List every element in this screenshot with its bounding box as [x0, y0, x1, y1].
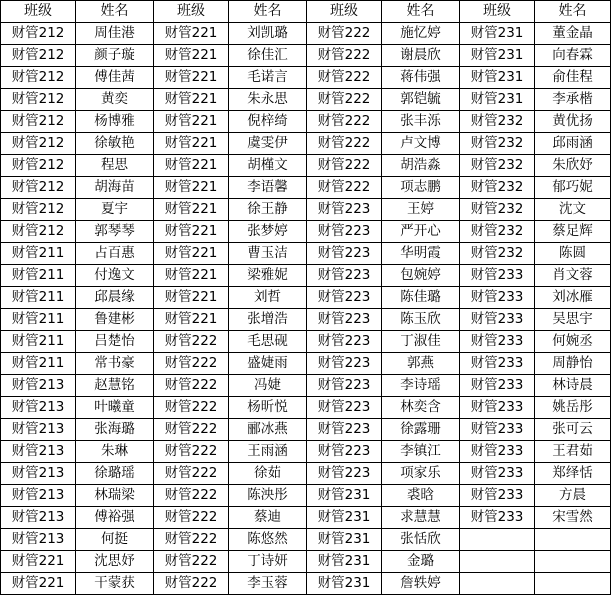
name-cell: 何挺 — [76, 529, 154, 551]
name-cell: 周佳港 — [76, 23, 154, 45]
name-cell: 宋雪然 — [535, 507, 611, 529]
name-cell: 蒋伟强 — [382, 67, 460, 89]
name-cell: 谢晨欣 — [382, 45, 460, 67]
class-cell: 财管213 — [1, 375, 76, 397]
name-cell: 李诗瑶 — [382, 375, 460, 397]
class-cell: 财管231 — [460, 45, 535, 67]
name-cell: 华明霞 — [382, 243, 460, 265]
class-cell: 财管223 — [307, 309, 382, 331]
name-cell: 刘冰雁 — [535, 287, 611, 309]
class-cell: 财管221 — [154, 23, 229, 45]
name-cell: 朱欣妤 — [535, 155, 611, 177]
name-cell: 张恬欣 — [382, 529, 460, 551]
table-row — [1, 287, 611, 309]
class-cell: 财管222 — [154, 507, 229, 529]
class-cell: 财管233 — [460, 353, 535, 375]
class-cell: 财管233 — [460, 419, 535, 441]
name-cell: 詹轶婷 — [382, 573, 460, 595]
class-cell: 财管213 — [1, 419, 76, 441]
class-cell: 财管213 — [1, 463, 76, 485]
table-row — [1, 199, 611, 221]
class-cell: 财管233 — [460, 463, 535, 485]
name-cell: 陈佳璐 — [382, 287, 460, 309]
class-cell: 财管213 — [1, 529, 76, 551]
class-cell: 财管231 — [307, 529, 382, 551]
class-cell: 财管211 — [1, 287, 76, 309]
name-cell: 卢文博 — [382, 133, 460, 155]
class-cell: 财管222 — [307, 177, 382, 199]
table-row — [1, 265, 611, 287]
class-cell: 财管222 — [154, 551, 229, 573]
class-cell: 财管212 — [1, 111, 76, 133]
class-cell: 财管222 — [154, 463, 229, 485]
header-class-3: 班级 — [307, 1, 382, 23]
name-cell: 林诗晨 — [535, 375, 611, 397]
class-cell: 财管221 — [1, 573, 76, 595]
name-cell: 梁雅妮 — [229, 265, 307, 287]
class-cell: 财管233 — [460, 309, 535, 331]
name-cell: 朱琳 — [76, 441, 154, 463]
name-cell: 施忆婷 — [382, 23, 460, 45]
name-cell: 李承楷 — [535, 89, 611, 111]
name-cell: 郑绎恬 — [535, 463, 611, 485]
table-row — [1, 441, 611, 463]
class-cell: 财管222 — [154, 573, 229, 595]
name-cell: 吕楚怡 — [76, 331, 154, 353]
class-cell: 财管222 — [154, 375, 229, 397]
name-cell: 盛婕雨 — [229, 353, 307, 375]
name-cell: 郭燕 — [382, 353, 460, 375]
name-cell: 傅裕强 — [76, 507, 154, 529]
table-row — [1, 155, 611, 177]
name-cell: 包婉婷 — [382, 265, 460, 287]
table-row — [1, 353, 611, 375]
name-cell: 徐敏艳 — [76, 133, 154, 155]
class-cell: 财管232 — [460, 111, 535, 133]
name-cell: 杨博雅 — [76, 111, 154, 133]
name-cell: 陈悠然 — [229, 529, 307, 551]
header-name-3: 姓名 — [382, 1, 460, 23]
class-cell: 财管231 — [307, 507, 382, 529]
name-cell: 赵慧铭 — [76, 375, 154, 397]
class-cell: 财管232 — [460, 155, 535, 177]
class-cell: 财管222 — [307, 67, 382, 89]
name-cell: 李玉蓉 — [229, 573, 307, 595]
name-cell: 沈思妤 — [76, 551, 154, 573]
class-cell: 财管231 — [460, 89, 535, 111]
name-cell: 胡槿文 — [229, 155, 307, 177]
name-cell: 颜子璇 — [76, 45, 154, 67]
class-cell: 财管221 — [154, 89, 229, 111]
header-class-2: 班级 — [154, 1, 229, 23]
class-cell: 财管211 — [1, 331, 76, 353]
class-cell: 财管212 — [1, 133, 76, 155]
name-cell: 项家乐 — [382, 463, 460, 485]
class-cell: 财管222 — [154, 441, 229, 463]
class-cell: 财管213 — [1, 507, 76, 529]
name-cell: 曹玉洁 — [229, 243, 307, 265]
class-cell: 财管223 — [307, 441, 382, 463]
name-cell: 杨昕悦 — [229, 397, 307, 419]
class-cell: 财管223 — [307, 463, 382, 485]
class-cell: 财管212 — [1, 155, 76, 177]
class-cell: 财管222 — [154, 353, 229, 375]
table-row — [1, 177, 611, 199]
name-cell: 叶曦童 — [76, 397, 154, 419]
name-cell: 徐佳汇 — [229, 45, 307, 67]
class-cell: 财管232 — [460, 199, 535, 221]
class-cell: 财管222 — [307, 111, 382, 133]
name-cell: 张可云 — [535, 419, 611, 441]
class-cell: 财管221 — [154, 133, 229, 155]
class-cell: 财管222 — [154, 397, 229, 419]
class-cell: 财管222 — [154, 485, 229, 507]
class-cell: 财管223 — [307, 353, 382, 375]
class-cell: 财管223 — [307, 375, 382, 397]
name-cell: 鲁建彬 — [76, 309, 154, 331]
class-cell: 财管212 — [1, 23, 76, 45]
class-cell: 财管222 — [307, 23, 382, 45]
class-cell: 财管223 — [307, 419, 382, 441]
class-cell: 财管233 — [460, 265, 535, 287]
class-cell: 财管231 — [460, 67, 535, 89]
name-cell: 胡浩淼 — [382, 155, 460, 177]
table-row — [1, 133, 611, 155]
table-row — [1, 397, 611, 419]
class-cell: 财管223 — [307, 265, 382, 287]
class-cell: 财管212 — [1, 199, 76, 221]
header-name-2: 姓名 — [229, 1, 307, 23]
name-cell: 蔡足辉 — [535, 221, 611, 243]
name-cell — [535, 573, 611, 595]
class-cell: 财管221 — [154, 111, 229, 133]
class-cell: 财管221 — [154, 265, 229, 287]
name-cell: 陈圆 — [535, 243, 611, 265]
name-cell: 傅佳茜 — [76, 67, 154, 89]
class-cell: 财管233 — [460, 375, 535, 397]
name-cell: 求慧慧 — [382, 507, 460, 529]
table-row — [1, 485, 611, 507]
class-cell: 财管221 — [154, 221, 229, 243]
name-cell: 郭琴琴 — [76, 221, 154, 243]
name-cell — [535, 551, 611, 573]
table-row — [1, 23, 611, 45]
name-cell: 王君茹 — [535, 441, 611, 463]
name-cell: 吴思宇 — [535, 309, 611, 331]
name-cell: 徐王静 — [229, 199, 307, 221]
class-cell: 财管232 — [460, 243, 535, 265]
class-cell: 财管231 — [307, 573, 382, 595]
class-cell: 财管233 — [460, 441, 535, 463]
name-cell: 徐璐瑶 — [76, 463, 154, 485]
name-cell: 黄奕 — [76, 89, 154, 111]
name-cell: 张海璐 — [76, 419, 154, 441]
table-row — [1, 573, 611, 595]
class-cell: 财管223 — [307, 287, 382, 309]
class-cell: 财管231 — [307, 551, 382, 573]
class-cell — [460, 529, 535, 551]
class-cell: 财管212 — [1, 221, 76, 243]
class-cell: 财管211 — [1, 243, 76, 265]
name-cell: 朱永思 — [229, 89, 307, 111]
class-cell: 财管231 — [307, 485, 382, 507]
name-cell: 肖文蓉 — [535, 265, 611, 287]
name-cell: 金璐 — [382, 551, 460, 573]
class-cell: 财管222 — [154, 331, 229, 353]
name-cell: 李语馨 — [229, 177, 307, 199]
name-cell: 陈玉欣 — [382, 309, 460, 331]
name-cell: 程思 — [76, 155, 154, 177]
class-cell: 财管221 — [154, 177, 229, 199]
table-row — [1, 221, 611, 243]
table-row — [1, 45, 611, 67]
class-cell: 财管223 — [307, 397, 382, 419]
name-cell: 项志鹏 — [382, 177, 460, 199]
header-class-4: 班级 — [460, 1, 535, 23]
class-cell: 财管231 — [460, 23, 535, 45]
name-cell: 丁淑佳 — [382, 331, 460, 353]
name-cell: 常书豪 — [76, 353, 154, 375]
class-cell: 财管222 — [307, 45, 382, 67]
name-cell: 蔡迪 — [229, 507, 307, 529]
name-cell: 裘晗 — [382, 485, 460, 507]
class-cell: 财管212 — [1, 89, 76, 111]
name-cell: 张梦婷 — [229, 221, 307, 243]
class-cell: 财管223 — [307, 199, 382, 221]
name-cell: 夏宇 — [76, 199, 154, 221]
class-cell: 财管212 — [1, 67, 76, 89]
table-row — [1, 309, 611, 331]
name-cell: 方晨 — [535, 485, 611, 507]
class-cell: 财管211 — [1, 309, 76, 331]
name-cell: 徐茹 — [229, 463, 307, 485]
name-cell: 冯婕 — [229, 375, 307, 397]
table-row — [1, 375, 611, 397]
table-row — [1, 463, 611, 485]
table-row — [1, 89, 611, 111]
class-cell: 财管213 — [1, 485, 76, 507]
table-row — [1, 243, 611, 265]
class-cell: 财管221 — [1, 551, 76, 573]
class-cell: 财管223 — [307, 221, 382, 243]
name-cell: 王雨涵 — [229, 441, 307, 463]
name-cell: 张增浩 — [229, 309, 307, 331]
roster-body — [1, 1, 611, 595]
header-class-1: 班级 — [1, 1, 76, 23]
class-cell: 财管211 — [1, 265, 76, 287]
name-cell: 郦冰燕 — [229, 419, 307, 441]
name-cell: 郭铠毓 — [382, 89, 460, 111]
name-cell: 李镇江 — [382, 441, 460, 463]
name-cell: 郁巧妮 — [535, 177, 611, 199]
class-cell: 财管221 — [154, 309, 229, 331]
name-cell: 王婷 — [382, 199, 460, 221]
name-cell: 干蒙获 — [76, 573, 154, 595]
class-cell: 财管212 — [1, 177, 76, 199]
class-cell: 财管232 — [460, 221, 535, 243]
name-cell: 董金晶 — [535, 23, 611, 45]
name-cell: 沈文 — [535, 199, 611, 221]
class-cell — [460, 551, 535, 573]
name-cell: 丁诗妍 — [229, 551, 307, 573]
name-cell: 林奕含 — [382, 397, 460, 419]
class-cell — [460, 573, 535, 595]
class-cell: 财管222 — [154, 529, 229, 551]
class-cell: 财管221 — [154, 67, 229, 89]
class-cell: 财管212 — [1, 45, 76, 67]
name-cell: 陈泱彤 — [229, 485, 307, 507]
class-cell: 财管222 — [307, 133, 382, 155]
name-cell: 虞雯伊 — [229, 133, 307, 155]
class-cell: 财管213 — [1, 397, 76, 419]
name-cell: 周静怡 — [535, 353, 611, 375]
name-cell: 刘哲 — [229, 287, 307, 309]
class-cell: 财管233 — [460, 397, 535, 419]
class-cell: 财管221 — [154, 243, 229, 265]
class-cell: 财管233 — [460, 331, 535, 353]
class-cell: 财管232 — [460, 133, 535, 155]
header-name-1: 姓名 — [76, 1, 154, 23]
name-cell — [535, 529, 611, 551]
name-cell: 向春霖 — [535, 45, 611, 67]
class-cell: 财管233 — [460, 485, 535, 507]
class-cell: 财管233 — [460, 507, 535, 529]
class-cell: 财管211 — [1, 353, 76, 375]
class-cell: 财管223 — [307, 331, 382, 353]
name-cell: 严开心 — [382, 221, 460, 243]
name-cell: 林瑞梁 — [76, 485, 154, 507]
class-cell: 财管223 — [307, 243, 382, 265]
name-cell: 占百惠 — [76, 243, 154, 265]
name-cell: 俞佳程 — [535, 67, 611, 89]
class-cell: 财管221 — [154, 45, 229, 67]
table-row — [1, 419, 611, 441]
name-cell: 倪梓绮 — [229, 111, 307, 133]
class-cell: 财管232 — [460, 177, 535, 199]
class-cell: 财管222 — [307, 89, 382, 111]
header-name-4: 姓名 — [535, 1, 611, 23]
class-cell: 财管221 — [154, 199, 229, 221]
name-cell: 刘凯璐 — [229, 23, 307, 45]
name-cell: 毛思砚 — [229, 331, 307, 353]
table-row — [1, 529, 611, 551]
name-cell: 何婉丞 — [535, 331, 611, 353]
name-cell: 邱雨涵 — [535, 133, 611, 155]
name-cell: 邱晨缘 — [76, 287, 154, 309]
table-row — [1, 551, 611, 573]
class-cell: 财管233 — [460, 287, 535, 309]
class-cell: 财管221 — [154, 287, 229, 309]
name-cell: 徐露珊 — [382, 419, 460, 441]
class-cell: 财管213 — [1, 441, 76, 463]
class-cell: 财管221 — [154, 155, 229, 177]
class-cell: 财管222 — [154, 419, 229, 441]
table-row — [1, 331, 611, 353]
table-row — [1, 67, 611, 89]
header-row — [1, 1, 611, 23]
name-cell: 毛诺言 — [229, 67, 307, 89]
name-cell: 付逸文 — [76, 265, 154, 287]
name-cell: 胡海苗 — [76, 177, 154, 199]
name-cell: 姚岳彤 — [535, 397, 611, 419]
name-cell: 张丰泺 — [382, 111, 460, 133]
table-row — [1, 507, 611, 529]
name-cell: 黄优扬 — [535, 111, 611, 133]
table-row — [1, 111, 611, 133]
class-cell: 财管222 — [307, 155, 382, 177]
